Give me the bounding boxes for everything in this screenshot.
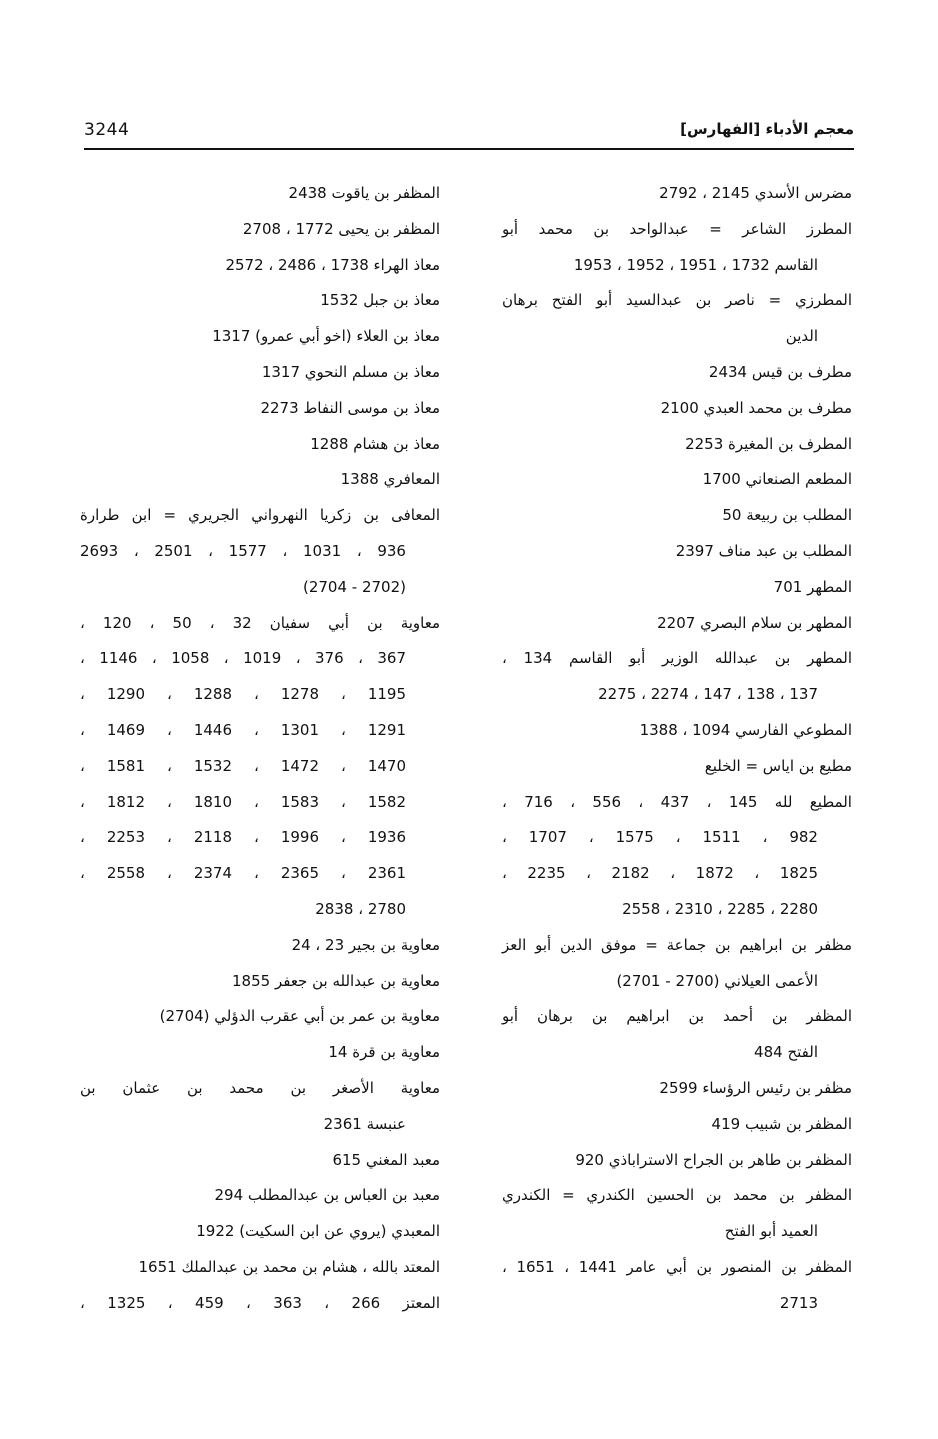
index-entry-line: المظفر بن محمد بن الحسين الكندري = الكندري <box>502 1186 852 1205</box>
index-entry-line: (2702 - 2704) <box>302 577 406 596</box>
index-entry-line: معاذ بن مسلم النحوي 1317 <box>261 362 440 381</box>
index-entry-line: المطهر 701 <box>773 577 852 596</box>
index-entry-line: 2361 ، 2365 ، 2374 ، 2558 ، <box>80 864 407 883</box>
index-entry-line: معاذ الهراء 1738 ، 2486 ، 2572 <box>225 255 440 274</box>
index-entry-line: الدين <box>785 327 818 346</box>
index-entry-line: المطلب بن عبد مناف 2397 <box>675 541 852 560</box>
index-entry-line: 2280 ، 2285 ، 2310 ، 2558 <box>622 899 818 918</box>
index-entry-line: 936 ، 1031 ، 1577 ، 2501 ، 2693 <box>80 541 406 560</box>
index-entry-line: معاذ بن هشام 1288 <box>310 434 440 453</box>
index-entry-line: معاوية الأصغر بن محمد بن عثمان بن <box>80 1078 440 1097</box>
index-entry-line: معاوية بن عبدالله بن جعفر 1855 <box>232 971 440 990</box>
index-entry-line: 982 ، 1511 ، 1575 ، 1707 ، <box>502 828 818 847</box>
index-entry-line: 2713 <box>779 1293 818 1312</box>
index-entry-line: المطهر بن عبدالله الوزير أبو القاسم 134 ، <box>502 649 852 668</box>
index-entry-line: معبد المغني 615 <box>332 1150 440 1169</box>
page-number: 3244 <box>84 120 130 140</box>
index-column-right <box>502 176 852 1322</box>
header-rule <box>84 148 854 150</box>
index-entry-line: المعافى بن زكريا النهرواني الجريري = ابن طرارة <box>80 506 440 525</box>
index-entry-line: المطيع لله 145 ، 437 ، 556 ، 716 ، <box>502 792 852 811</box>
index-entry-line: مضرس الأسدي 2145 ، 2792 <box>659 184 852 202</box>
index-entry-line: الأعمى العيلاني (2700 - 2701) <box>616 971 818 990</box>
index-entry-line: القاسم 1732 ، 1951 ، 1952 ، 1953 <box>573 255 818 274</box>
index-entry-line: المطلب بن ربيعة 50 <box>722 506 852 525</box>
index-entry-line: عنبسة 2361 <box>323 1114 406 1133</box>
index-entry-line: المعافري 1388 <box>340 470 440 489</box>
index-entry-line: معاذ بن جبل 1532 <box>320 291 440 310</box>
index-entry-line: 1195 ، 1278 ، 1288 ، 1290 ، <box>80 685 407 704</box>
index-entry-line: معاوية بن قرة 14 <box>328 1043 440 1062</box>
index-entry-line: العميد أبو الفتح <box>724 1222 818 1241</box>
index-entry-line: المطهر بن سلام البصري 2207 <box>657 613 852 632</box>
index-entry-line: المعتز 266 ، 363 ، 459 ، 1325 ، <box>80 1293 440 1312</box>
index-entry-line: المظفر بن شبيب 419 <box>711 1114 852 1133</box>
index-entry-line: 1582 ، 1583 ، 1810 ، 1812 ، <box>80 792 407 811</box>
index-entry-line: معاذ بن موسى النفاط 2273 <box>260 398 440 417</box>
index-entry-line: معاوية بن بجير 23 ، 24 <box>291 935 440 954</box>
index-entry-line: المظفر بن ياقوت 2438 <box>288 184 440 202</box>
running-title: معجم الأدباء [الفهارس] <box>680 120 854 138</box>
index-entry-line: 137 ، 138 ، 147 ، 2274 ، 2275 <box>598 685 818 704</box>
index-entry-line: الفتح 484 <box>754 1043 818 1062</box>
index-entry-line: مظفر بن ابراهيم بن جماعة = موفق الدين أبو العز <box>502 935 852 954</box>
index-entry-line: معاوية بن أبي سفيان 32 ، 50 ، 120 ، <box>80 613 440 632</box>
index-entry-line: المطعم الصنعاني 1700 <box>702 470 852 489</box>
index-entry-line: المظفر بن المنصور بن أبي عامر 1441 ، 1651 ، <box>502 1257 852 1276</box>
index-entry-line: المطرزي = ناصر بن عبدالسيد أبو الفتح برهان <box>502 291 852 310</box>
index-entry-line: المطرز الشاعر = عبدالواحد بن محمد أبو <box>502 219 852 238</box>
index-entry-line: 367 ، 376 ، 1019 ، 1058 ، 1146 ، <box>80 649 406 668</box>
index-entry-line: 1470 ، 1472 ، 1532 ، 1581 ، <box>80 756 407 775</box>
page-header <box>84 118 854 148</box>
index-entry-line: المعبدي (يروي عن ابن السكيت) 1922 <box>196 1222 440 1241</box>
index-entry-line: 1291 ، 1301 ، 1446 ، 1469 ، <box>80 720 407 739</box>
index-entry-line: المطرف بن المغيرة 2253 <box>685 434 852 453</box>
index-entry-line: المطوعي الفارسي 1094 ، 1388 <box>639 720 852 739</box>
index-entry-line: المعتد بالله ، هشام بن محمد بن عبدالملك 1651 <box>138 1257 440 1276</box>
index-entry-line: مطرف بن قيس 2434 <box>708 362 852 381</box>
index-column-left <box>80 176 440 1322</box>
index-entry-line: 1936 ، 1996 ، 2118 ، 2253 ، <box>80 828 407 847</box>
index-entry-line: معاذ بن العلاء (اخو أبي عمرو) 1317 <box>212 327 440 346</box>
index-entry-line: المظفر بن أحمد بن ابراهيم بن برهان أبو <box>502 1007 852 1026</box>
index-entry-line: 1825 ، 1872 ، 2182 ، 2235 ، <box>502 864 818 883</box>
index-entry-line: 2780 ، 2838 <box>315 899 406 918</box>
index-entry-line: مطيع بن اياس = الخليع <box>704 756 852 775</box>
index-entry-line: المظفر بن طاهر بن الجراح الاستراباذي 920 <box>575 1150 852 1169</box>
index-entry-line: مظفر بن رئيس الرؤساء 2599 <box>659 1078 852 1097</box>
index-entry-line: المظفر بن يحيى 1772 ، 2708 <box>242 219 440 238</box>
index-entry-line: معاوية بن عمر بن أبي عقرب الدؤلي (2704) <box>159 1007 440 1026</box>
index-entry-line: معبد بن العباس بن عبدالمطلب 294 <box>214 1186 440 1205</box>
index-entry-line: مطرف بن محمد العبدي 2100 <box>660 398 852 417</box>
